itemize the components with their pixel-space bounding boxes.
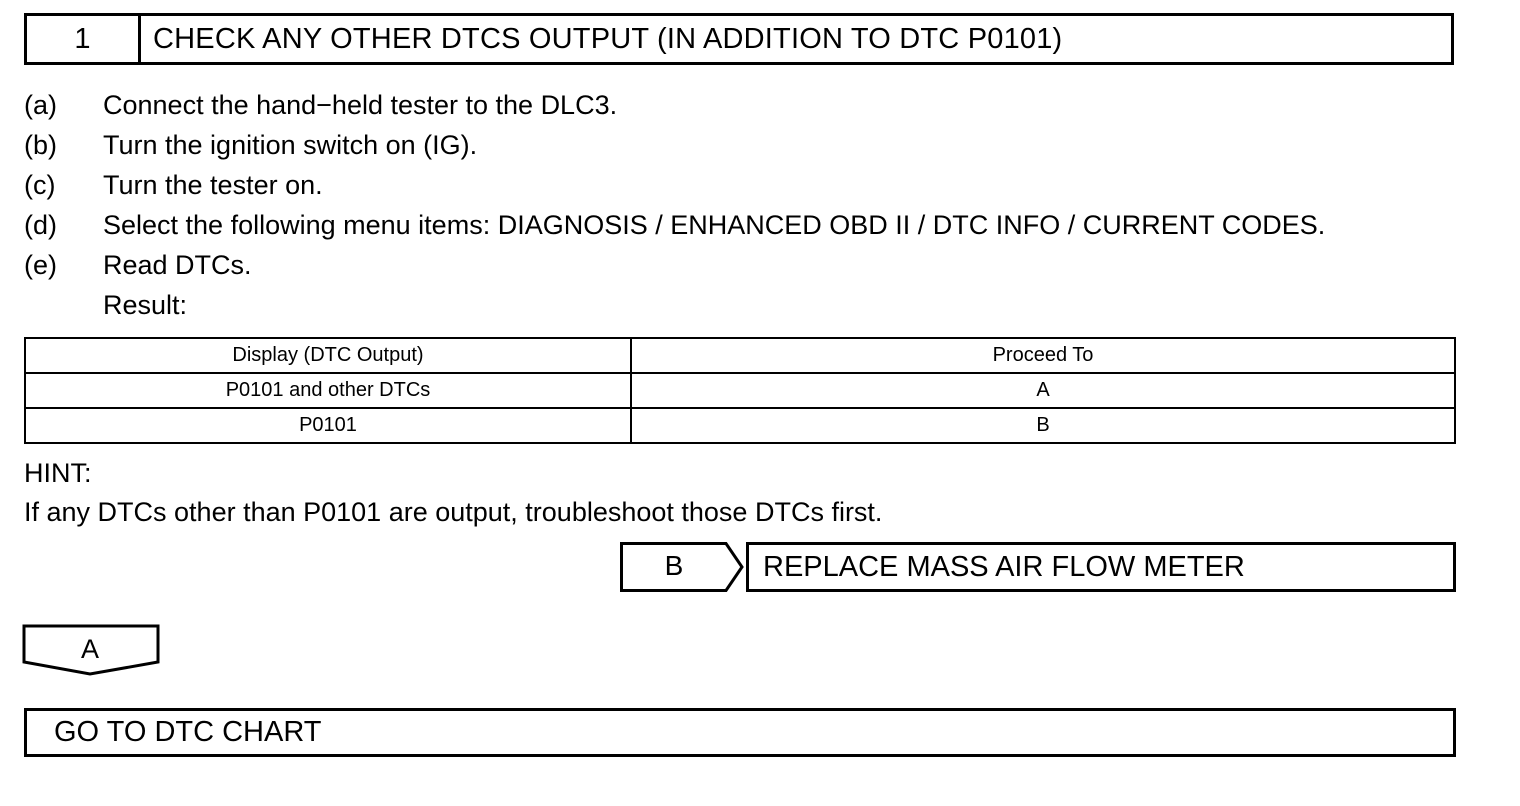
step-text: Turn the tester on.	[103, 170, 323, 200]
step-text: Select the following menu items: DIAGNOSIS / ENHANCED OBD II / DTC INFO / CURRENT CODES.	[103, 210, 1326, 240]
procedure-step	[24, 90, 1484, 130]
hint-label: HINT:	[24, 458, 92, 488]
column-header-proceed: Proceed To	[631, 338, 1455, 373]
result-label: Result:	[103, 290, 188, 320]
step-text: Turn the ignition switch on (IG).	[103, 130, 478, 160]
result-table	[24, 337, 1456, 444]
procedure-step	[24, 210, 1484, 250]
procedure-step	[24, 250, 1484, 290]
step-marker: (a)	[24, 90, 57, 120]
result-label-row	[24, 290, 1484, 330]
branch-a-arrow	[22, 624, 162, 676]
table-cell: B	[631, 408, 1455, 443]
step-header	[24, 13, 1454, 65]
goto-box: GO TO DTC CHART	[24, 708, 1456, 757]
step-marker: (d)	[24, 210, 57, 240]
branch-b-arrow	[620, 542, 744, 592]
table-cell: P0101 and other DTCs	[25, 373, 631, 408]
table-header-row	[25, 338, 1455, 373]
procedure-step	[24, 130, 1484, 170]
step-number: 1	[27, 16, 141, 62]
branch-b-label: B	[664, 550, 684, 581]
table-row	[25, 373, 1455, 408]
step-marker: (b)	[24, 130, 57, 160]
step-marker: (c)	[24, 170, 56, 200]
action-box: REPLACE MASS AIR FLOW METER	[746, 542, 1456, 592]
hint-text: If any DTCs other than P0101 are output, troubleshoot those DTCs first.	[24, 497, 883, 527]
procedure-step	[24, 170, 1484, 210]
table-cell: A	[631, 373, 1455, 408]
table-cell: P0101	[25, 408, 631, 443]
table-row	[25, 408, 1455, 443]
step-marker: (e)	[24, 250, 57, 280]
step-text: Connect the hand−held tester to the DLC3.	[103, 90, 618, 120]
column-header-display: Display (DTC Output)	[25, 338, 631, 373]
step-title: CHECK ANY OTHER DTCS OUTPUT (IN ADDITION TO DTC P0101)	[153, 22, 1063, 55]
branch-a-label: A	[80, 634, 99, 664]
step-text: Read DTCs.	[103, 250, 252, 280]
